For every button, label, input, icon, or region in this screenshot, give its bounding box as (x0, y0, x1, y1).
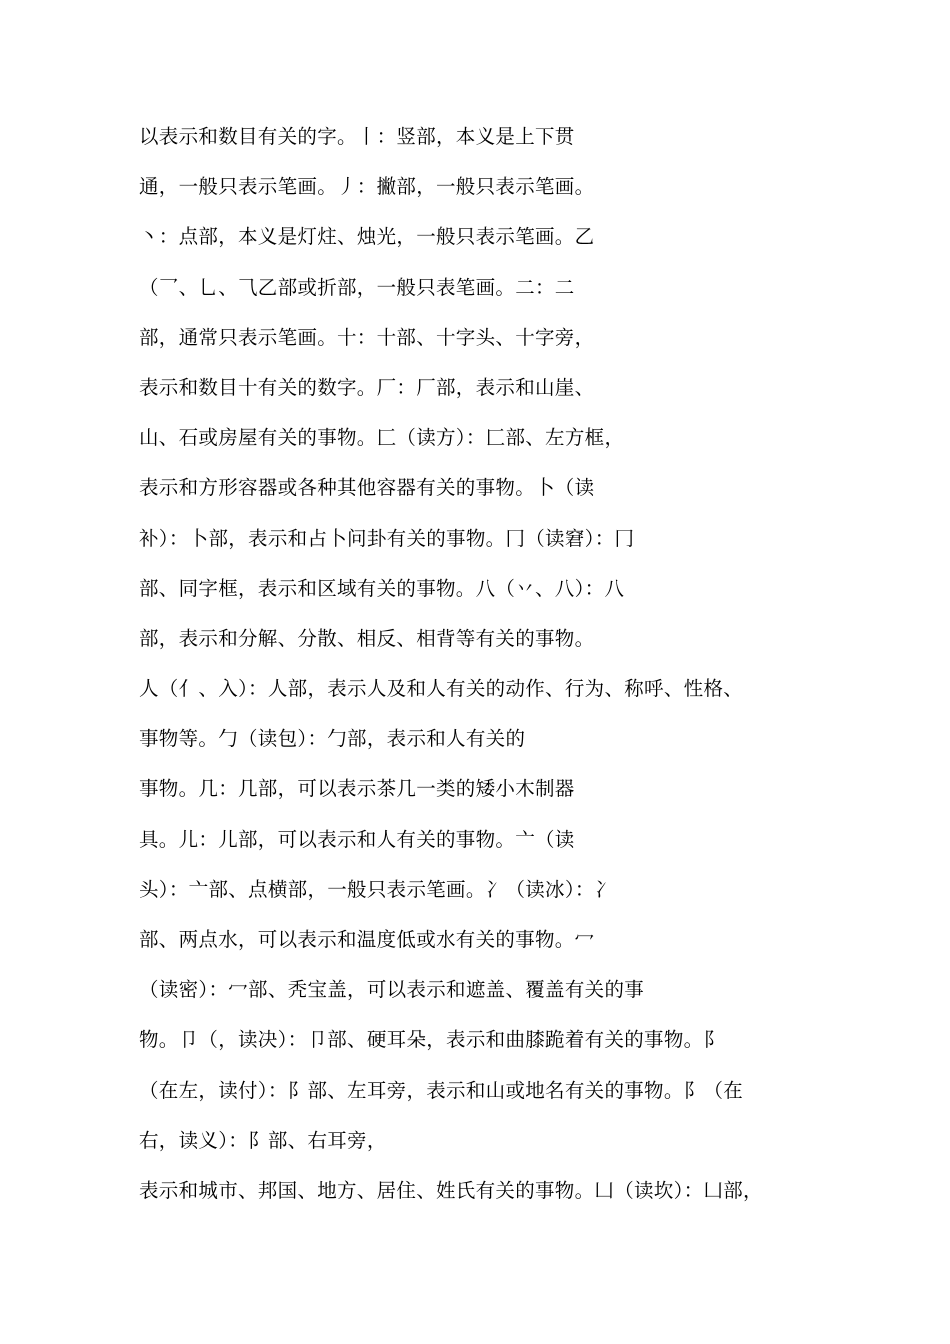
text-line: 头）：亠部、点横部，一般只表示笔画。冫（读冰）：冫 (139, 877, 615, 901)
text-line: 表示和数目十有关的数字。厂：厂部，表示和山崖、 (139, 375, 595, 399)
text-line: 人（亻、入）：人部，表示人及和人有关的动作、行为、称呼、性格、 (139, 677, 744, 701)
text-line: 补）：卜部，表示和占卜问卦有关的事物。冂（读窘）：冂 (139, 526, 635, 550)
text-line: 部、两点水，可以表示和温度低或水有关的事物。冖 (139, 928, 595, 951)
text-line: 表示和城市、邦国、地方、居住、姓氏有关的事物。凵（读坎）：凵部， (139, 1178, 763, 1202)
text-line: 以表示和数目有关的字。丨：竖部，本义是上下贯 (139, 125, 575, 148)
text-line: （读密）：冖部、秃宝盖，可以表示和遮盖、覆盖有关的事 (139, 978, 645, 1002)
text-line: 部、同字框，表示和区域有关的事物。八（丷、八）：八 (139, 576, 625, 600)
text-line: 部，表示和分解、分散、相反、相背等有关的事物。 (139, 626, 595, 650)
text-line: 通，一般只表示笔画。丿：撇部，一般只表示笔画。 (139, 175, 595, 199)
text-line: 事物等。勹（读包）：勹部，表示和人有关的 (139, 727, 526, 751)
text-line: 物。卩（，读决）：卩部、硬耳朵，表示和曲膝跪着有关的事物。阝 (139, 1028, 724, 1052)
body-text (139, 112, 839, 1216)
text-line: 右，读义）：阝部、右耳旁， (139, 1128, 387, 1152)
text-line: （乛、乚、⺄乙部或折部，一般只表笔画。二：二 (139, 275, 575, 299)
text-line: （在左，读付）：阝部、左耳旁，表示和山或地名有关的事物。阝（在 (139, 1078, 744, 1102)
text-line: 丶：点部，本义是灯炷、烛光，一般只表示笔画。乙 (139, 225, 595, 249)
text-line: 具。儿：儿部，可以表示和人有关的事物。亠（读 (139, 827, 575, 851)
text-line: 部，通常只表示笔画。十：十部、十字头、十字旁， (139, 325, 595, 349)
text-line: 事物。几：几部，可以表示茶几一类的矮小木制器 (139, 777, 575, 801)
text-line: 表示和方形容器或各种其他容器有关的事物。卜（读 (139, 476, 595, 500)
text-line: 山、石或房屋有关的事物。匚（读方）：匚部、左方框， (139, 426, 625, 450)
